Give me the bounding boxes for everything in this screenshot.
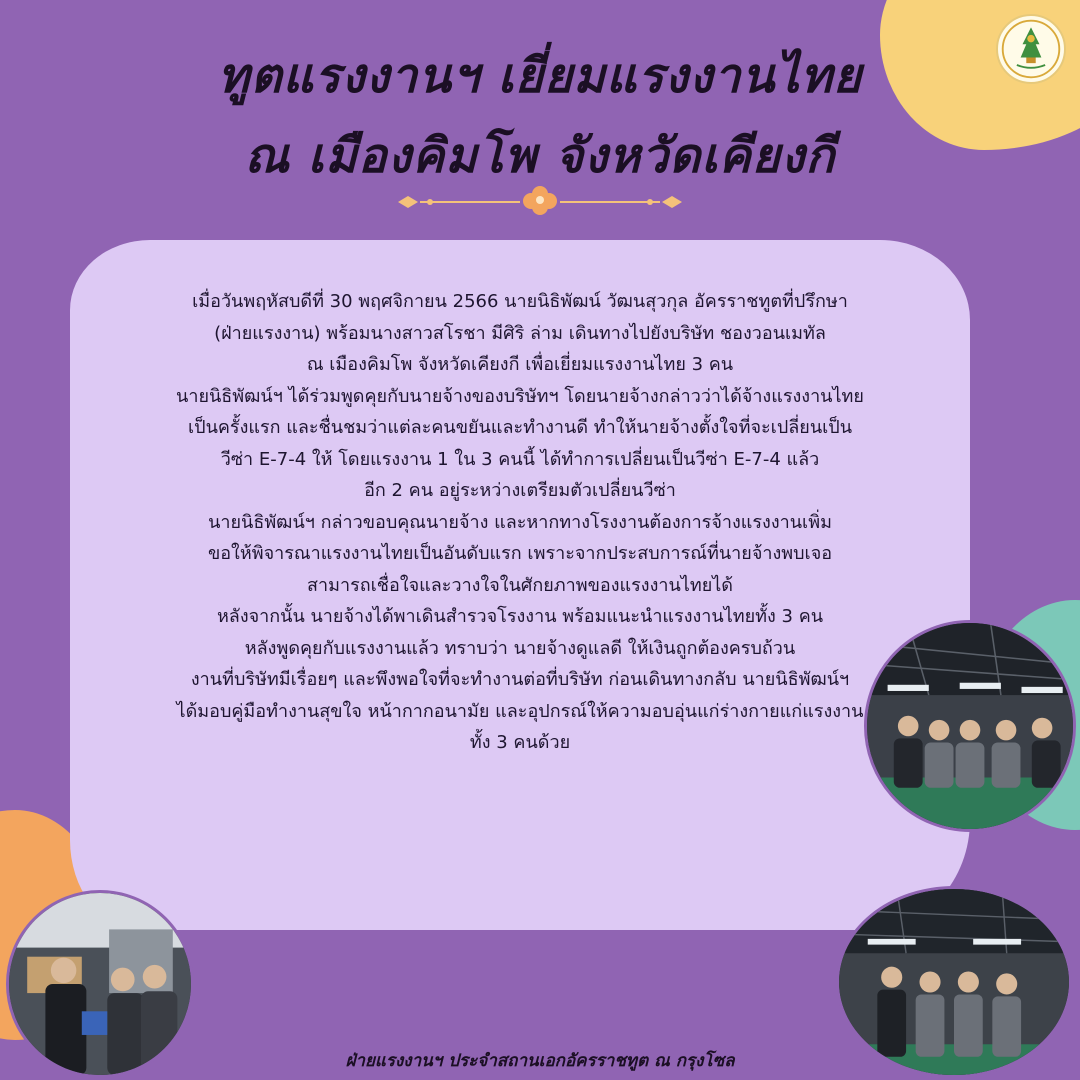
body-line: งานที่บริษัทมีเรื่อยๆ และพึงพอใจที่จะทำงานต่อที่บริษัท ก่อนเดินทางกลับ นายนิธิพัฒน์ฯ [190,669,850,690]
body-line: อีก 2 คน อยู่ระหว่างเตรียมตัวเปลี่ยนวีซ่า [364,480,676,501]
body-line: ณ เมืองคิมโพ จังหวัดเคียงกี เพื่อเยี่ยมแรงงานไทย 3 คน [306,354,734,375]
body-line: วีซ่า E-7-4 ให้ โดยแรงงาน 1 ใน 3 คนนี้ ได้ทำการเปลี่ยนเป็นวีซ่า E-7-4 แล้ว [220,448,820,470]
page-title-line-2: ณ เมืองคิมโพ จังหวัดเคียงกี [244,128,836,184]
body-line: ทั้ง 3 คนด้วย [469,732,571,753]
body-line: เป็นครั้งแรก และชื่นชมว่าแต่ละคนขยันและทำงานดี ทำให้นายจ้างตั้งใจที่จะเปลี่ยนเป็น [187,417,853,438]
body-line: สามารถเชื่อใจและวางใจในศักยภาพของแรงงานไทยได้ [307,574,733,596]
factory-group-photo [864,620,1076,832]
body-line: เมื่อวันพฤหัสบดีที่ 30 พฤศจิกายน 2566 นายนิธิพัฒน์ วัฒนสุวกุล อัครราชทูตที่ปรึกษา [192,291,848,312]
footer-credit: ฝ่ายแรงงานฯ ประจำสถานเอกอัครราชทูต ณ กรุงโซล [345,1051,735,1071]
article-body [90,286,950,759]
body-line: ขอให้พิจารณาแรงงานไทยเป็นอันดับแรก เพราะจากประสบการณ์ที่นายจ้างพบเจอ [207,543,833,564]
body-line: หลังจากนั้น นายจ้างได้พาเดินสำรวจโรงงาน พร้อมแนะนำแรงงานไทยทั้ง 3 คน [216,606,824,627]
page-title-line-1: ทูตแรงงานฯ เยี่ยมแรงงานไทย [217,48,863,104]
body-line: ได้มอบคู่มือทำงานสุขใจ หน้ากากอนามัย และอุปกรณ์ให้ความอบอุ่นแก่ร่างกายแก่แรงงาน [176,700,864,722]
body-line: (ฝ่ายแรงงาน) พร้อมนางสาวสโรชา มีศิริ ล่าม เดินทางไปยังบริษัท ชองวอนเมทัล [214,322,826,344]
body-line: นายนิธิพัฒน์ฯ กล่าวขอบคุณนายจ้าง และหากทางโรงงานต้องการจ้างแรงงานเพิ่ม [208,511,832,533]
body-line: หลังพูดคุยกับแรงงานแล้ว ทราบว่า นายจ้างดูแลดี ให้เงินถูกต้องครบถ้วน [244,637,796,659]
body-line: นายนิธิพัฒน์ฯ ได้ร่วมพูดคุยกับนายจ้างของบริษัทฯ โดยนายจ้างกล่าวว่าได้จ้างแรงงานไทย [176,385,864,407]
flower-divider-icon [390,182,690,222]
